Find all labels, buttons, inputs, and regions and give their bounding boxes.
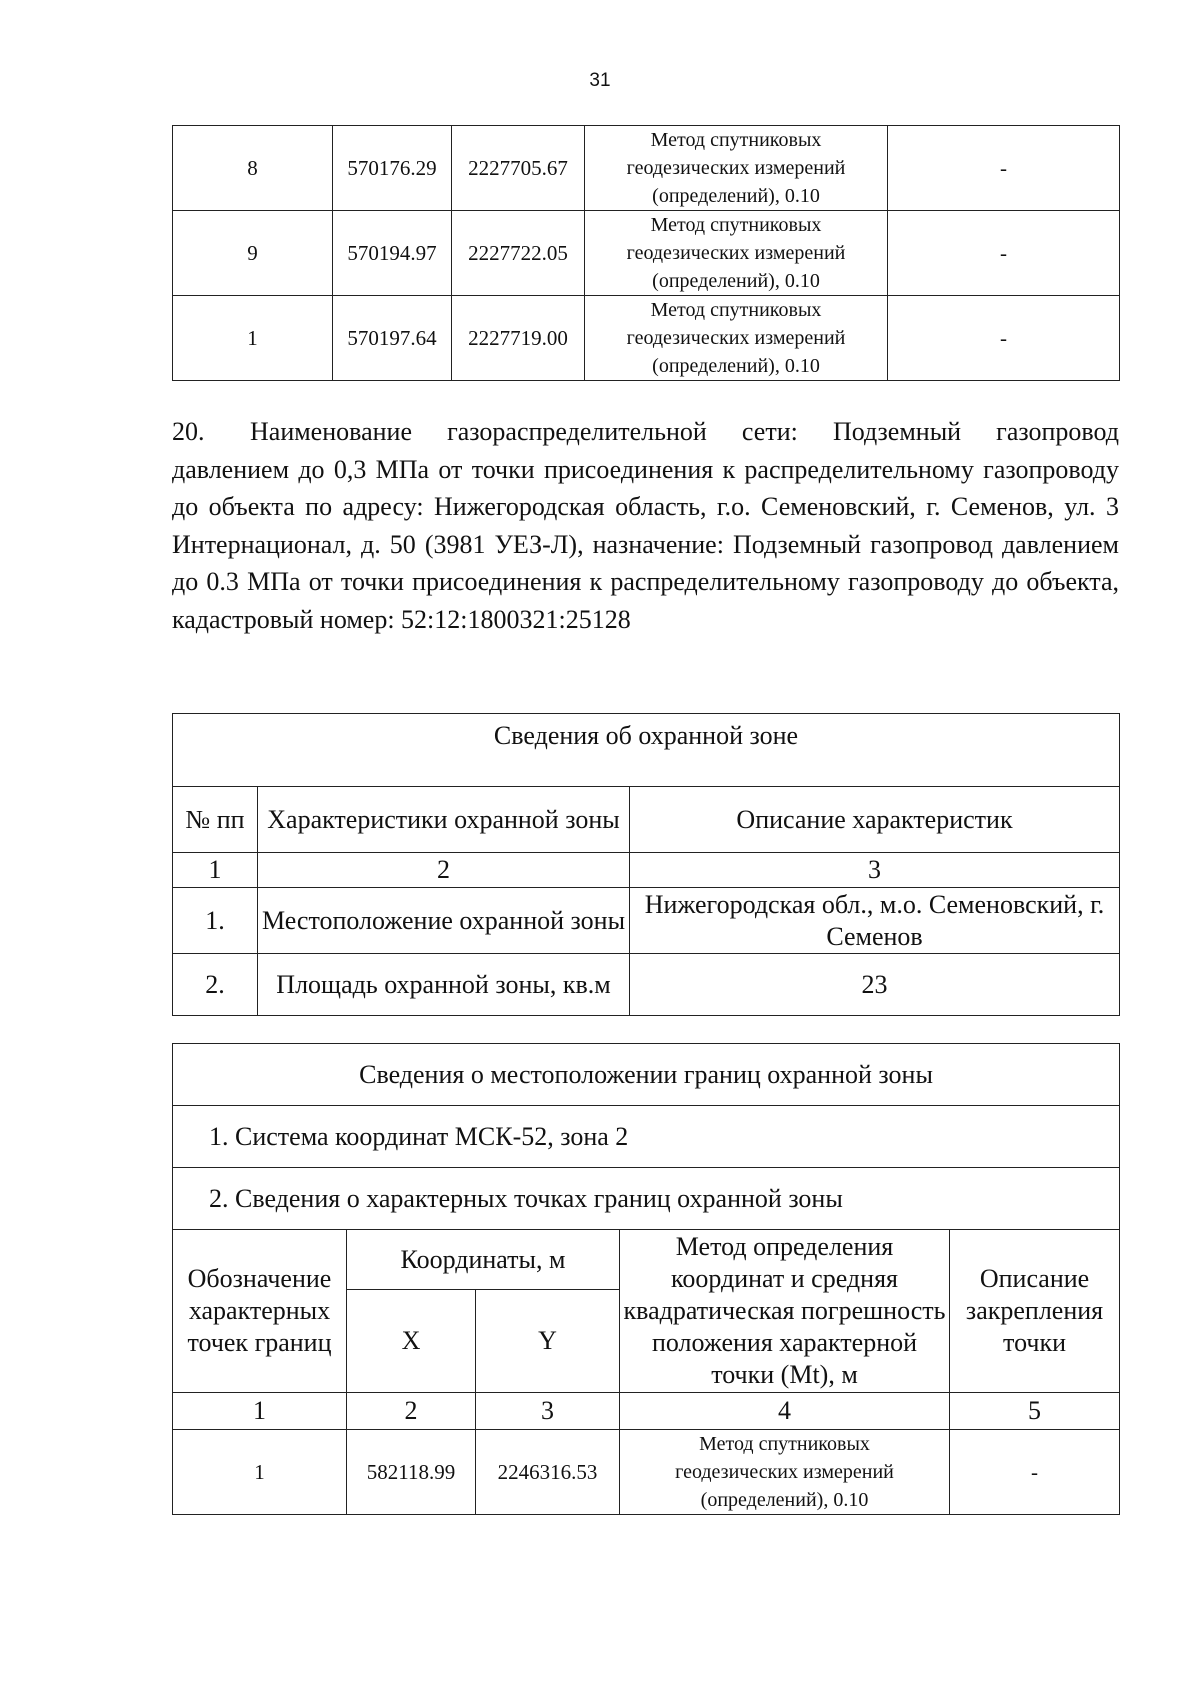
method-line: (определений), 0.10: [652, 355, 820, 377]
table-title-row: [173, 714, 1120, 787]
table-row: [173, 296, 1120, 381]
method-line: геодезических измерений: [626, 327, 846, 349]
method-cell: [585, 211, 888, 296]
coordinates-header: Координаты, м: [347, 1230, 620, 1290]
column-number: 3: [630, 853, 1120, 888]
coordinate-system: 1. Система координат МСК-52, зона 2: [173, 1106, 1120, 1168]
x-cell: 570194.97: [333, 211, 452, 296]
section-paragraph: [172, 413, 1119, 638]
column-number: 3: [476, 1393, 620, 1430]
table-row: [173, 888, 1120, 954]
method-header: Метод определения координат и средняя квадратическая погрешность положения характерной точки (Mt), м: [620, 1230, 950, 1393]
coordinates-table-continued: [172, 125, 1120, 381]
column-number: 2: [258, 853, 630, 888]
point-cell: 1: [173, 296, 333, 381]
column-number-row: [173, 1393, 1120, 1430]
column-number: 4: [620, 1393, 950, 1430]
method-line: (определений), 0.10: [652, 270, 820, 292]
fixing-cell: -: [888, 126, 1120, 211]
method-cell: [585, 296, 888, 381]
method-line: геодезических измерений: [626, 157, 846, 179]
column-header: Описание характеристик: [630, 787, 1120, 853]
table-header-row: [173, 1230, 1120, 1290]
table-title-row: [173, 1044, 1120, 1106]
fixing-cell: -: [888, 211, 1120, 296]
fixing-cell: -: [888, 296, 1120, 381]
y-header: Y: [476, 1290, 620, 1393]
y-cell: 2227705.67: [452, 126, 585, 211]
method-line: (определений), 0.10: [700, 1489, 869, 1511]
method-line: Метод спутниковых: [650, 129, 822, 151]
column-number-row: [173, 853, 1120, 888]
column-header: Характеристики охранной зоны: [258, 787, 630, 853]
y-cell: 2227722.05: [452, 211, 585, 296]
method-line: Метод спутниковых: [650, 214, 822, 236]
designation-header: Обозначение характерных точек границ: [173, 1230, 347, 1393]
point-cell: 8: [173, 126, 333, 211]
row-number: 2.: [173, 954, 258, 1016]
table-title: Сведения об охранной зоне: [173, 714, 1120, 787]
points-title: 2. Сведения о характерных точках границ охранной зоны: [173, 1168, 1120, 1230]
method-line: Метод спутниковых: [650, 299, 822, 321]
points-title-row: [173, 1168, 1120, 1230]
column-number: 5: [950, 1393, 1120, 1430]
x-header: X: [347, 1290, 476, 1393]
method-line: Метод спутниковых: [699, 1433, 870, 1455]
description-cell: Нижегородская обл., м.о. Семеновский, г. Семенов: [630, 888, 1120, 954]
table-row: [173, 126, 1120, 211]
y-cell: 2246316.53: [476, 1430, 620, 1515]
description-cell: 23: [630, 954, 1120, 1016]
fixing-cell: -: [950, 1430, 1120, 1515]
paragraph-number: 20.: [172, 417, 205, 446]
fixing-header: Описание закрепления точки: [950, 1230, 1120, 1393]
x-cell: 582118.99: [347, 1430, 476, 1515]
table-header-row: [173, 787, 1120, 853]
method-line: геодезических измерений: [626, 242, 846, 264]
table-row: [173, 954, 1120, 1016]
method-line: геодезических измерений: [675, 1461, 894, 1483]
point-cell: 1: [173, 1430, 347, 1515]
method-cell: [585, 126, 888, 211]
column-number: 1: [173, 1393, 347, 1430]
table-title: Сведения о местоположении границ охранной зоны: [173, 1044, 1120, 1106]
page-number: 31: [589, 70, 611, 91]
x-cell: 570197.64: [333, 296, 452, 381]
x-cell: 570176.29: [333, 126, 452, 211]
point-cell: 9: [173, 211, 333, 296]
method-line: (определений), 0.10: [652, 185, 820, 207]
coordinate-system-row: [173, 1106, 1120, 1168]
protection-zone-table: [172, 713, 1120, 1016]
zone-boundary-table: [172, 1043, 1120, 1515]
paragraph-text: Наименование газораспределительной сети: Подземный газопровод давлением до 0,3 МПа от точки присоединения к распределительному газопроводу до объекта по адресу: Нижегородская область, г.о. Семеновский, г. Семенов, ул. 3 Интернационал, д. 50 (3981 УЕЗ-Л), назначение: Подземный газопровод давлением до 0.3 МПа от точки присоединения к распределительному газопроводу до объекта, кадастровый номер: 52:12:1800321:25128: [172, 417, 1119, 634]
y-cell: 2227719.00: [452, 296, 585, 381]
column-header: № пп: [173, 787, 258, 853]
row-number: 1.: [173, 888, 258, 954]
table-row: [173, 1430, 1120, 1515]
table-row: [173, 211, 1120, 296]
column-number: 1: [173, 853, 258, 888]
method-cell: [620, 1430, 950, 1515]
column-number: 2: [347, 1393, 476, 1430]
characteristic-cell: Местоположение охранной зоны: [258, 888, 630, 954]
characteristic-cell: Площадь охранной зоны, кв.м: [258, 954, 630, 1016]
